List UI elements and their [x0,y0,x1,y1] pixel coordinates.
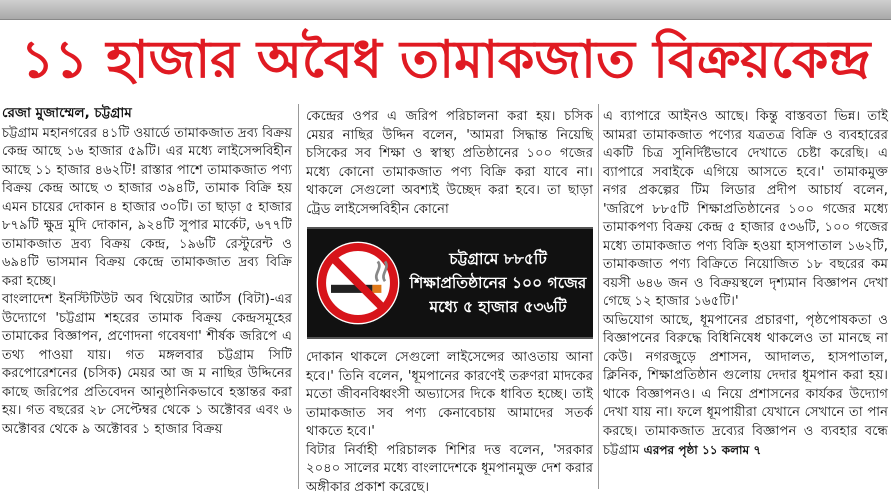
pull-quote-text [403,247,587,319]
pull-quote-box [307,227,593,339]
continuation-note: এরপর পৃষ্ঠা ১১ কলাম ৭ [644,443,762,457]
paragraph: বাংলাদেশ ইনস্টিটিউট অব থিয়েটার আর্টস (বিটা)-এর উদ্যোগে 'চট্টগ্রাম শহরের তামাক বিক্রয় কেন্দ্রসমূহের তামাকের বিজ্ঞাপন, প্রণোদনা গবেষণা' শীর্ষক জরিপে এ তথ্য পাওয়া যায়। গত মঙ্গলবার চট্টগ্রাম সিটি করপোরেশনের (চসিক) মেয়র আ জ ম নাছির উদ্দিনের কাছে জরিপের প্রতিবেদন আনুষ্ঠানিকভাবে হস্তান্তর করা হয়। গত বছরের ২৮ সেপ্টেম্বর থেকে ১ অক্টোবর এবং ৬ অক্টোবর থেকে ৯ অক্টোবর ১ হাজার বিক্রয় [2,291,292,439]
paragraph: এ ব্যাপারে আইনও আছে। কিন্তু বাস্তবতা ভিন্ন। তাই আমরা তামাকজাত পণ্যের যত্রতত্র বিক্রি ও ব্যবহারের একটি চিত্র সুনির্দিষ্টভাবে দেখাতে চেষ্টা করেছি। এ ব্যাপারে সবাইকে এগিয়ে আসতে হবে।' তামাকমুক্ত নগর প্রকল্পের টিম লিডার প্রদীপ আচার্য বলেন, 'জরিপে ৮৮৫টি শিক্ষাপ্রতিষ্ঠানের ১০০ গজের মধ্যে তামাকপণ্য বিক্রয় কেন্দ্র ৫ হাজার ৫৩৬টি, ১০০ গজের মধ্যে তামাকজাত পণ্য বিক্রি হওয়া হাসপাতাল ১৬২টি, তামাকজাত পণ্য বিক্রিতে নিয়োজিত ১৮ বছরের কম বয়সী ৬৪৬ জন ও বিক্রয়স্থলে দৃশ্যমান বিজ্ঞাপন দেখা গেছে ১২ হাজার ১৬৫টি।' [603,108,888,312]
paragraph: চট্টগ্রাম মহানগরের ৪১টি ওয়ার্ডে তামাকজাত দ্রব্য বিক্রয় কেন্দ্র আছে ১৬ হাজার ৫৯টি। এর মধ্যে লাইসেন্সবিহীন আছে ১১ হাজার ৪৬২টি! রাস্তার পাশে তামাকজাত পণ্য বিক্রয় কেন্দ্র আছে ৩ হাজার ৩৯৪টি, তামাক বিক্রি হয় এমন চায়ের দোকান ৪ হাজার ৩০টি। তা ছাড়া ৫ হাজার ৮৭৯টি ক্ষুদ্র মুদি দোকান, ৯২৪টি সুপার মার্কেট, ৬৭৭টি তামাকজাত দ্রব্য বিক্রয় কেন্দ্র, ১৯৬টি রেস্টুরেন্ট ও ৬৯৪টি ভাসমান বিক্রয় কেন্দ্রে তামাকজাত দ্রব্য বিক্রি করা হচ্ছে। [2,125,292,292]
column-divider [598,104,599,489]
paragraph: বিটার নির্বাহী পরিচালক শিশির দত্ত বলেন, 'সরকার ২০৪০ সালের মধ্যে বাংলাদেশকে ধূমপানমুক্ত দেশ করার অঙ্গীকার প্রকাশ করেছে। [306,442,593,497]
article-headline: ১১ হাজার অবৈধ তামাকজাত বিক্রয়কেন্দ্র [0,20,891,104]
column-divider [298,104,299,489]
article-column-1 [2,104,292,439]
paragraph-text: অভিযোগ আছে, ধূমপানের প্রচারণা, পৃষ্ঠপোষকতা ও বিজ্ঞাপনের বিরুদ্ধে বিধিনিষেধ থাকলেও তা মানছে না কেউ। নগরজুড়ে প্রশাসন, আদালত, হাসপাতাল, ক্লিনিক, শিক্ষাপ্রতিষ্ঠান গুলোয় দেদার ধূমপান করা হয়। থাকে বিজ্ঞাপনও। এ নিয়ে প্রশাসনের কার্যকর উদ্যোগ দেখা যায় না। ফলে ধূমপায়ীরা যেখানে সেখানে তা পান করছে। তামাকজাত দ্রব্যের বিজ্ঞাপন ও ব্যবহার বন্ধে চট্টগ্রাম [603,313,888,459]
byline: রেজা মুজাম্মেল, চট্টগ্রাম [2,104,292,123]
no-smoking-icon [313,238,403,328]
pull-quote-line: মধ্যে ৫ হাজার ৫৩৬টি [409,295,587,319]
pull-quote-line: চট্টগ্রামে ৮৮৫টি [409,247,587,271]
pull-quote-line: শিক্ষাপ্রতিষ্ঠানের ১০০ গজের [409,271,587,295]
paragraph [603,312,888,461]
paragraph: দোকান থাকলে সেগুলো লাইসেন্সের আওতায় আনা হবে।' তিনি বলেন, 'ধূমপানের কারণেই তরুণরা মাদকের মতো জীবনবিধ্বংসী অভ্যাসের দিকে ধাবিত হচ্ছে। তাই তামাকজাত সব পণ্য কেনাবেচায় আমাদের সতর্ক থাকতে হবে।' [306,349,593,442]
top-banner-strip [0,0,891,20]
paragraph: কেন্দ্রের ওপর এ জরিপ পরিচালনা করা হয়। চসিক মেয়র নাছির উদ্দিন বলেন, 'আমরা সিদ্ধান্ত নিয়েছি চসিকের সব শিক্ষা ও স্বাস্থ্য প্রতিষ্ঠানের ১০০ গজের মধ্যে কোনো তামাকজাত পণ্য বিক্রি করা যাবে না। থাকলে সেগুলো অবশ্যই উচ্ছেদ করা হবে। তা ছাড়া ট্রেড লাইসেন্সবিহীন কোনো [306,108,593,219]
article-column-3 [603,108,888,461]
